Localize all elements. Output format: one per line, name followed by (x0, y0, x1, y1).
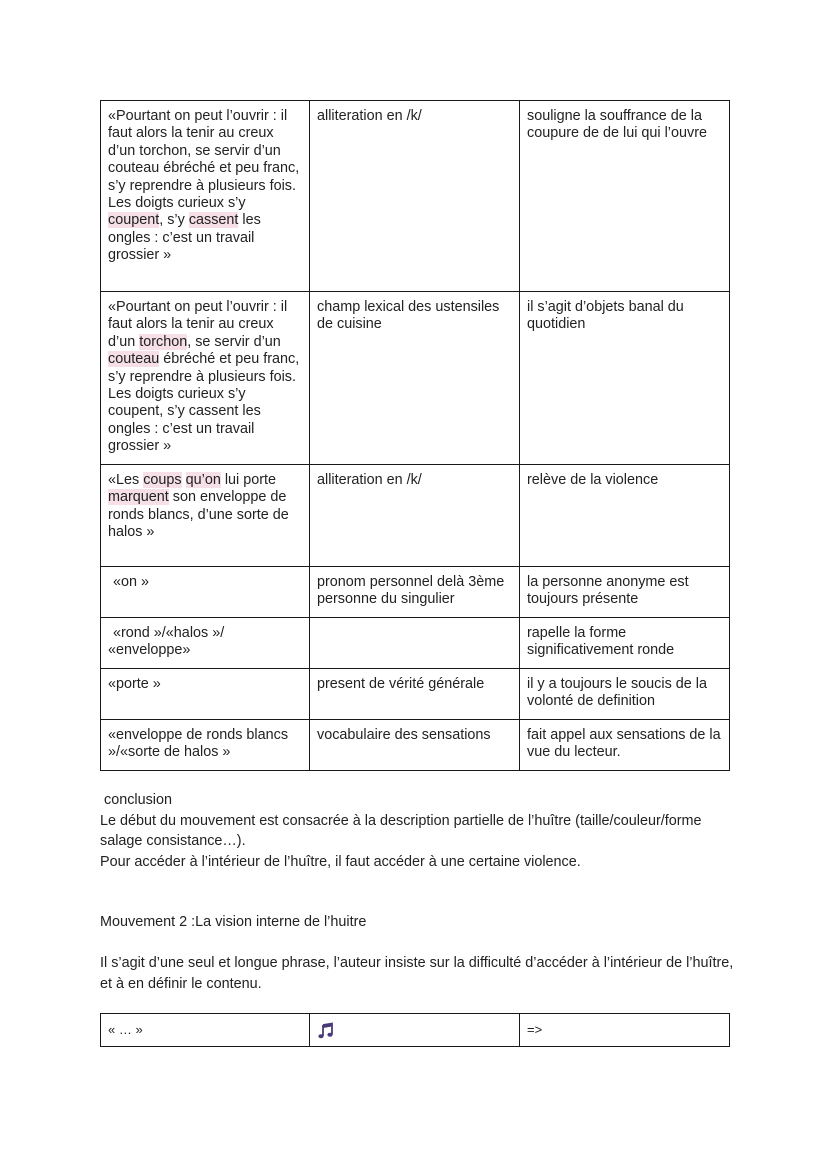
interpretation-cell: il s’agit d’objets banal du quotidien (520, 292, 730, 465)
interpretation-cell: fait appel aux sensations de la vue du lecteur. (520, 720, 730, 771)
interpretation-cell: => (520, 1014, 730, 1047)
table-row (101, 1014, 730, 1047)
conclusion-text: Pour accéder à l’intérieur de l’huître, il faut accéder à une certaine violence. (100, 853, 581, 870)
interpretation-cell: rapelle la forme significativement ronde (520, 618, 730, 669)
interpretation-cell: relève de la violence (520, 465, 730, 567)
analysis-table (100, 100, 730, 771)
table-row (101, 669, 730, 720)
figure-cell: vocabulaire des sensations (310, 720, 520, 771)
figure-cell (310, 1014, 520, 1047)
conclusion-heading: conclusion (104, 792, 172, 808)
highlighted-word: cassent (188, 212, 239, 229)
section-title: Mouvement 2 :La vision interne de l’huitre (100, 914, 367, 930)
quote-cell: «porte » (101, 669, 310, 720)
highlighted-word: couteau (108, 351, 160, 368)
quote-cell: «Pourtant on peut l’ouvrir : il faut alors la tenir au creux d’un torchon, se servir d’un couteau ébréché et peu franc, s’y reprendre à plusieurs fois. Les doigts curieux s’y coupent, s’y cassent les ongles : c’est un travail grossier » (101, 101, 310, 292)
section-intro: Il s’agit d’une seul et longue phrase, l’auteur insiste sur la difficulté d’accéder à l’intérieur de l’huître, et à en définir le contenu. (100, 955, 734, 992)
table-row (101, 101, 730, 292)
figure-cell: alliteration en /k/ (310, 101, 520, 292)
figure-cell (310, 618, 520, 669)
conclusion-section (100, 790, 740, 872)
figure-cell: alliteration en /k/ (310, 465, 520, 567)
table-row (101, 292, 730, 465)
figure-cell: pronom personnel delà 3ème personne du singulier (310, 567, 520, 618)
highlighted-word: coups (143, 472, 182, 488)
interpretation-cell: la personne anonyme est toujours présente (520, 567, 730, 618)
movement2-table (100, 1013, 730, 1047)
quote-cell: «Pourtant on peut l’ouvrir : il faut alors la tenir au creux d’un torchon, se servir d’un couteau ébréché et peu franc, s’y reprendre à plusieurs fois. Les doigts curieux s’y coupent, s’y cassent les ongles : c’est un travail grossier » (101, 292, 310, 465)
music-note-icon (317, 1022, 335, 1040)
table-row (101, 465, 730, 567)
table-row (101, 618, 730, 669)
highlighted-word: marquent (108, 489, 169, 506)
conclusion-text: Le début du mouvement est consacrée à la description partielle de l’huître (taille/couleur/forme salage consistance…). (100, 812, 702, 849)
figure-cell: present de vérité générale (310, 669, 520, 720)
quote-cell: «enveloppe de ronds blancs »/«sorte de halos » (101, 720, 310, 771)
quote-cell: «Les coups qu’on lui porte marquent son enveloppe de ronds blancs, d’une sorte de halos » (101, 465, 310, 567)
figure-cell: champ lexical des ustensiles de cuisine (310, 292, 520, 465)
quote-cell: « … » (101, 1014, 310, 1047)
interpretation-cell: il y a toujours le soucis de la volonté de definition (520, 669, 730, 720)
interpretation-cell: souligne la souffrance de la coupure de de lui qui l’ouvre (520, 101, 730, 292)
table-row (101, 720, 730, 771)
highlighted-word: coupent (108, 212, 160, 229)
quote-cell: «rond »/«halos »/ «enveloppe» (101, 618, 310, 669)
quote-cell: «on » (101, 567, 310, 618)
table-row (101, 567, 730, 618)
highlighted-word: torchon (139, 333, 188, 350)
highlighted-word: qu’on (185, 472, 221, 488)
